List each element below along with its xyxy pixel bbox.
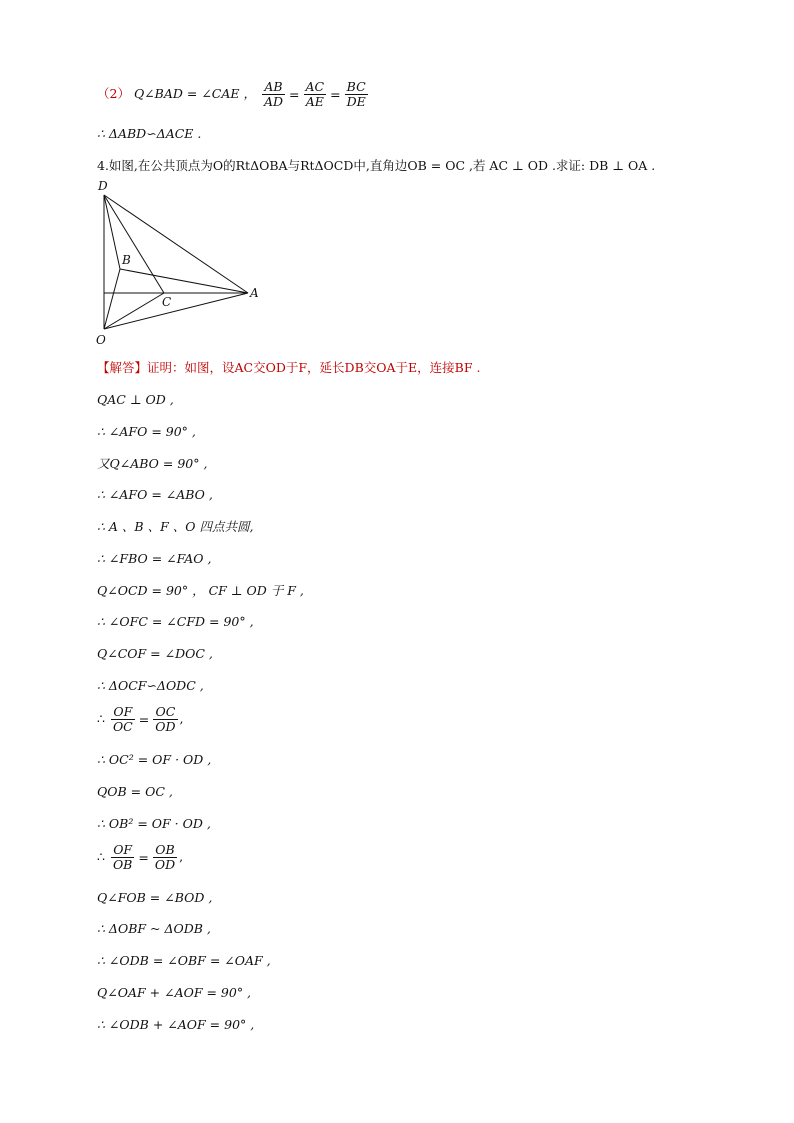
label-b: B: [122, 253, 131, 267]
label-a: A: [250, 286, 259, 300]
part2-label: （2）: [97, 86, 130, 101]
step-12: QOB = OC ,: [97, 784, 173, 799]
step-10: ∴ ΔOCF∽ΔODC ,: [97, 678, 204, 693]
step-11: ∴ OC² = OF · OD ,: [97, 752, 212, 767]
problem4-statement: 4.如图,在公共顶点为O的RtΔOBA与RtΔOCD中,直角边OB = OC ,若 AC ⊥ OD .求证: DB ⊥ OA .: [97, 158, 656, 173]
step-6: ∴ ∠FBO = ∠FAO ,: [97, 551, 212, 566]
step-13: ∴ OB² = OF · OD ,: [97, 816, 211, 831]
segment-oc: [104, 293, 164, 329]
label-c: C: [162, 295, 172, 309]
part2-conclusion: ∴ ΔABD∽ΔACE .: [97, 126, 202, 141]
step-3: 又Q∠ABO = 90° ,: [97, 456, 208, 471]
step-2: ∴ ∠AFO = 90° ,: [97, 424, 196, 439]
step-1: QAC ⊥ OD ,: [97, 392, 174, 407]
segment-db: [104, 195, 120, 269]
step-15: ∴ ΔOBF ~ ΔODB ,: [97, 921, 211, 936]
label-d: D: [98, 179, 108, 193]
fraction-ac-ae: $\frac{AC}{AE}$: [305, 79, 325, 109]
step-8: ∴ ∠OFC = ∠CFD = 90° ,: [97, 614, 254, 629]
geometry-figure: [92, 178, 272, 348]
step-17: Q∠OAF + ∠AOF = 90° ,: [97, 985, 252, 1000]
step-16: ∴ ∠ODB = ∠OBF = ∠OAF ,: [97, 953, 271, 968]
step-7: Q∠OCD = 90° ， CF ⊥ OD 于 F ,: [97, 583, 304, 598]
fraction-of-oc: $\frac{OF}{OC}$: [112, 704, 133, 734]
step-9: Q∠COF = ∠DOC ,: [97, 646, 213, 661]
part2-line: （2） Q∠BAD = ∠CAE ， $\frac{AB}{AD}$ = $\frac{AC}{AE}$ = $\frac{BC}{DE}$: [97, 79, 366, 109]
fraction-line-1: ∴ $\frac{OF}{OC}$ = $\frac{OC}{OD}$ ,: [97, 704, 184, 734]
fraction-ab-ad: $\frac{AB}{AD}$: [263, 79, 284, 109]
label-o: O: [96, 333, 106, 347]
solution-intro: 证明：如图，设AC交OD于F，延长DB交OA于E，连接BF .: [147, 360, 481, 375]
segment-dc: [104, 195, 164, 293]
segment-oa: [104, 293, 248, 329]
fraction-bc-de: $\frac{BC}{DE}$: [346, 79, 366, 109]
fraction-line-2: ∴ $\frac{OF}{OB}$ = $\frac{OB}{OD}$ ,: [97, 842, 184, 872]
fraction-oc-od: $\frac{OC}{OD}$: [155, 704, 176, 734]
segment-ob: [104, 269, 120, 329]
solution-tag: 【解答】: [97, 360, 148, 375]
fraction-ob-od: $\frac{OB}{OD}$: [154, 842, 176, 872]
segment-ba: [120, 269, 248, 293]
step-18: ∴ ∠ODB + ∠AOF = 90° ,: [97, 1017, 255, 1032]
segment-da: [104, 195, 248, 293]
solution-header: [97, 360, 480, 376]
fraction-of-ob: $\frac{OF}{OB}$: [112, 842, 133, 872]
step-4: ∴ ∠AFO = ∠ABO ,: [97, 487, 213, 502]
step-14: Q∠FOB = ∠BOD ,: [97, 890, 213, 905]
part2-condition: Q∠BAD = ∠CAE ，: [133, 86, 256, 101]
step-5: ∴ A 、B 、F 、O 四点共圆,: [97, 519, 254, 534]
